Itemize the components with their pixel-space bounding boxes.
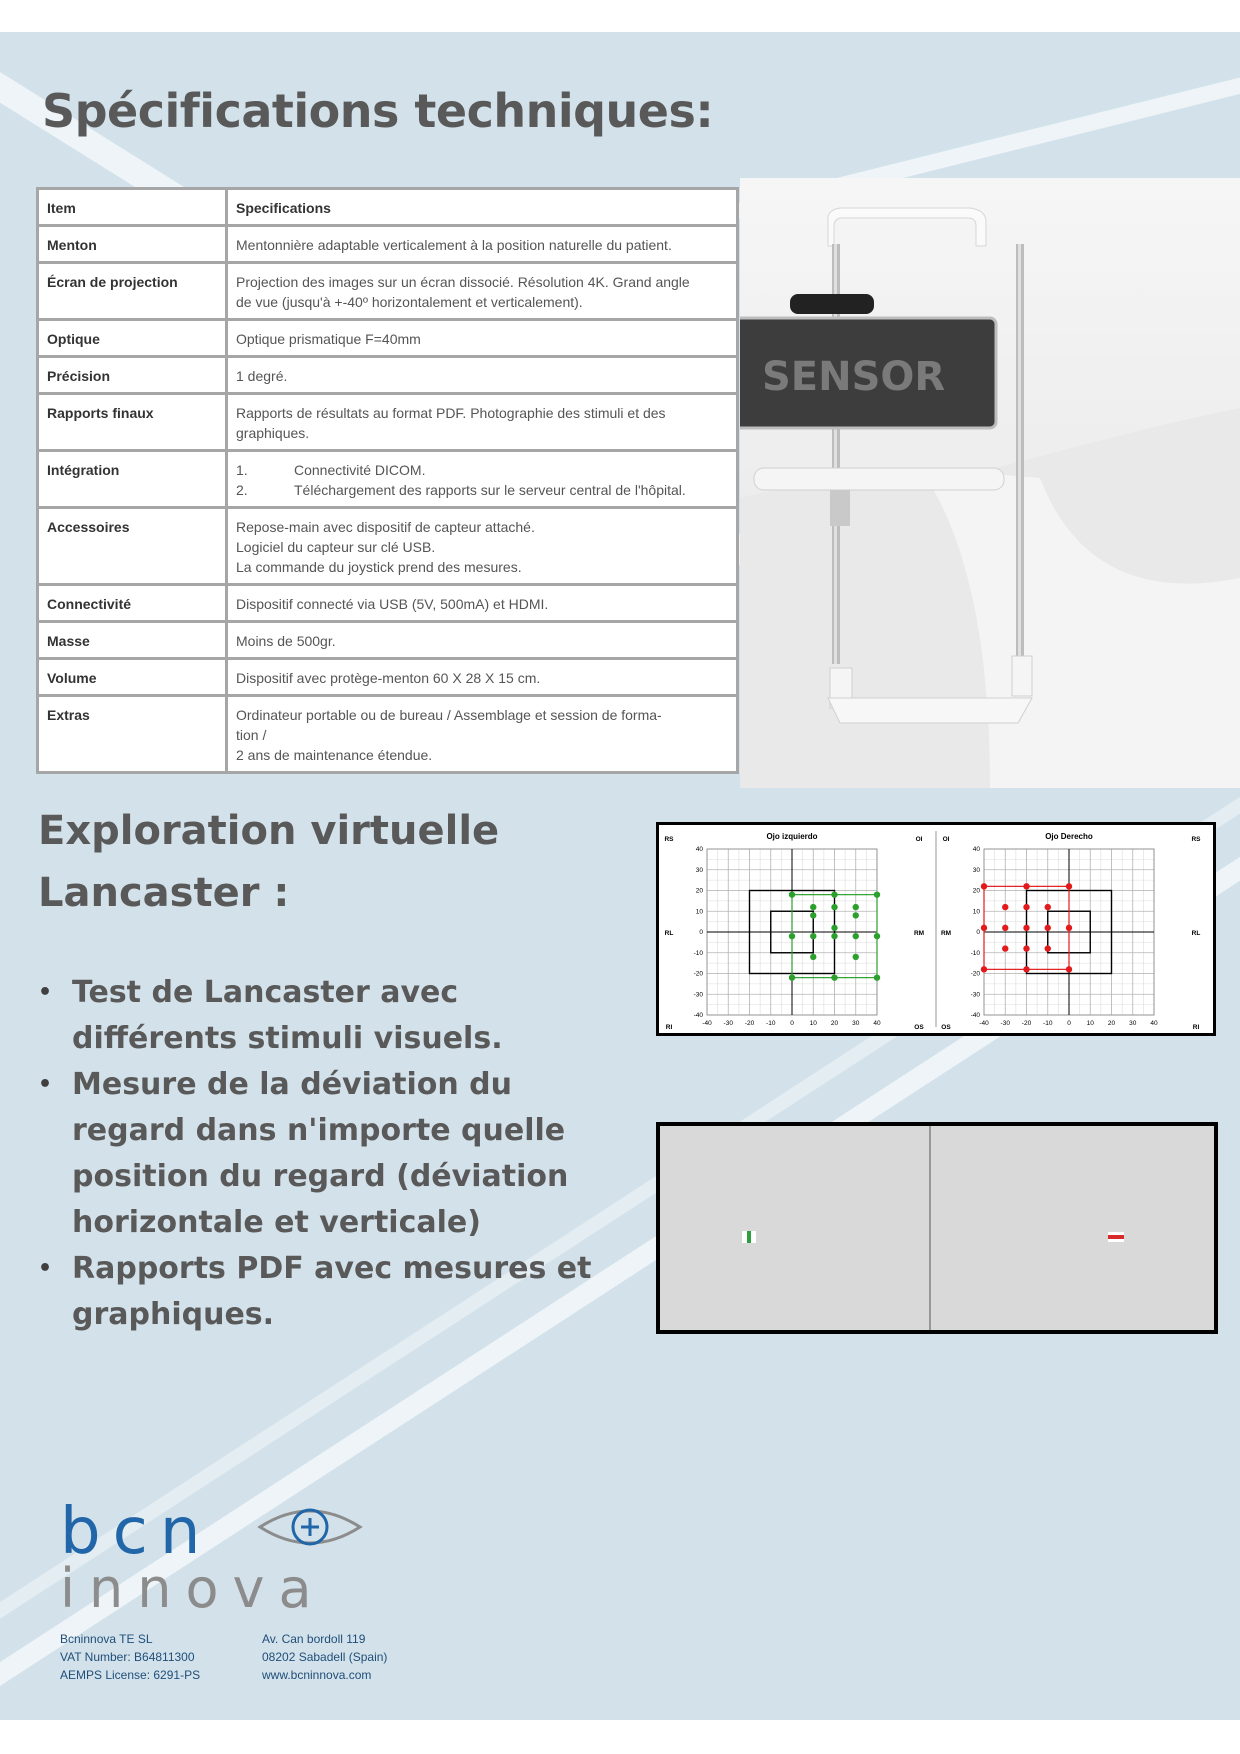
bullet-icon: • <box>38 1256 53 1281</box>
x-tick-label: -40 <box>702 1020 712 1027</box>
bullet-icon: • <box>38 980 53 1005</box>
x-tick-label: 20 <box>830 1020 839 1027</box>
y-tick-label: -20 <box>693 970 703 978</box>
x-tick-label: -20 <box>1021 1020 1032 1027</box>
corner-label: OS <box>941 1024 951 1031</box>
spec-header-cell: Item <box>38 189 227 226</box>
left-stimulus <box>742 1231 756 1243</box>
spec-header-cell: Specifications <box>227 189 738 226</box>
spec-row <box>38 696 738 773</box>
feature-item: • Mesure de la déviation du regard dans n'importe quelle position du regard (déviation horizontale et verticale) <box>38 1062 628 1246</box>
data-point <box>853 904 859 910</box>
data-point <box>981 883 987 889</box>
spec-item: Précision <box>38 357 227 394</box>
data-point <box>874 891 880 897</box>
data-point <box>853 912 859 918</box>
feature-item: • Test de Lancaster avec différents stimuli visuels. <box>38 970 628 1062</box>
spec-row <box>38 622 738 659</box>
spec-value <box>227 659 738 696</box>
data-point <box>831 933 837 939</box>
data-point <box>874 933 880 939</box>
x-tick-label: 10 <box>809 1020 817 1027</box>
footer-company: Bcninnova TE SL VAT Number: B64811300 AEMPS License: 6291-PS <box>60 1632 201 1682</box>
spec-row <box>38 659 738 696</box>
brand-logo <box>60 1495 400 1615</box>
y-tick-label: -40 <box>970 1012 980 1019</box>
y-tick-label: 0 <box>699 929 703 936</box>
spec-value-line: 1 degré. <box>236 368 288 384</box>
data-point <box>1066 925 1072 931</box>
y-tick-label: 20 <box>695 887 703 895</box>
data-point <box>1045 925 1051 931</box>
data-point <box>1023 945 1029 951</box>
data-point <box>810 912 816 918</box>
x-tick-label: 0 <box>1067 1020 1071 1027</box>
x-tick-label: 10 <box>1086 1020 1094 1027</box>
spec-row <box>38 508 738 585</box>
spec-row <box>38 320 738 357</box>
website-link[interactable]: www.bcninnova.com <box>262 1668 372 1682</box>
corner-label: OI <box>942 836 950 843</box>
data-point <box>853 933 859 939</box>
data-point <box>874 974 880 980</box>
spec-value <box>227 226 738 263</box>
bullet-icon: • <box>38 1072 53 1097</box>
section-title-line: Exploration virtuelle <box>38 808 500 854</box>
spec-number: 1. <box>236 462 248 478</box>
data-point <box>789 974 795 980</box>
spec-value <box>227 585 738 622</box>
x-tick-label: -30 <box>723 1020 733 1027</box>
data-point <box>1066 966 1072 972</box>
chart-title: Ojo Derecho <box>1045 832 1093 841</box>
data-point <box>1002 904 1008 910</box>
data-point <box>1002 945 1008 951</box>
y-tick-label: -20 <box>970 970 980 978</box>
feature-item: • Rapports PDF avec mesures et graphiques. <box>38 1246 628 1338</box>
spec-item: Menton <box>38 226 227 263</box>
data-point <box>1023 966 1029 972</box>
x-tick-label: -30 <box>1000 1020 1010 1027</box>
x-tick-label: -10 <box>766 1020 776 1027</box>
spec-value-line: Dispositif connecté via USB (5V, 500mA) et HDMI. <box>236 596 549 612</box>
page-title: Spécifications techniques: <box>42 84 714 138</box>
spec-value-line: Optique prismatique F=40mm <box>236 331 421 347</box>
spec-value <box>227 394 738 451</box>
corner-label: RS <box>1191 836 1201 843</box>
spec-numbered-line <box>236 480 728 500</box>
spec-value <box>227 320 738 357</box>
spec-item: Accessoires <box>38 508 227 585</box>
y-tick-label: 30 <box>972 866 980 874</box>
stimuli-svg <box>660 1126 1214 1330</box>
spec-item: Volume <box>38 659 227 696</box>
data-point <box>831 904 837 910</box>
device-label: SENSOR <box>762 354 946 400</box>
device-illustration <box>740 178 1240 788</box>
data-point <box>831 974 837 980</box>
x-tick-label: 40 <box>873 1020 881 1027</box>
y-tick-label: 40 <box>695 846 703 853</box>
spec-item: Intégration <box>38 451 227 508</box>
data-point <box>789 933 795 939</box>
section-title <box>38 800 499 924</box>
corner-label: OS <box>914 1024 924 1031</box>
x-tick-label: 30 <box>1129 1020 1137 1027</box>
y-tick-label: 10 <box>695 908 703 916</box>
spec-value <box>227 508 738 585</box>
y-tick-label: -30 <box>693 991 703 999</box>
spec-item: Optique <box>38 320 227 357</box>
data-point <box>789 891 795 897</box>
x-tick-label: 0 <box>790 1020 794 1027</box>
y-tick-label: -40 <box>693 1012 703 1019</box>
spec-number: 2. <box>236 482 248 498</box>
corner-label: RI <box>1192 1024 1200 1031</box>
spec-value-line: graphiques. <box>236 425 310 441</box>
section-title-line: Lancaster : <box>38 870 290 916</box>
spec-value-line: tion / <box>236 727 267 743</box>
spec-table <box>36 187 739 774</box>
spec-value-line: Rapports de résultats au format PDF. Photographie des stimuli et des <box>236 405 666 421</box>
corner-label: RS <box>664 836 674 843</box>
data-point <box>1023 904 1029 910</box>
data-point <box>853 954 859 960</box>
corner-label: RM <box>913 930 925 937</box>
spec-value-line: Ordinateur portable ou de bureau / Assemblage et session de forma- <box>236 707 662 723</box>
spec-row <box>38 357 738 394</box>
spec-value <box>227 622 738 659</box>
y-tick-label: -10 <box>970 949 980 957</box>
spec-numbered-text: Téléchargement des rapports sur le serveur central de l'hôpital. <box>294 482 686 498</box>
lancaster-charts <box>656 822 1216 1036</box>
spec-row <box>38 263 738 320</box>
x-tick-label: 40 <box>1150 1020 1158 1027</box>
y-tick-label: 10 <box>972 908 980 916</box>
spec-item: Écran de projection <box>38 263 227 320</box>
x-tick-label: -10 <box>1043 1020 1053 1027</box>
data-point <box>1045 904 1051 910</box>
spec-numbered-line <box>236 460 728 480</box>
chart-title: Ojo izquierdo <box>766 832 818 841</box>
data-point <box>981 966 987 972</box>
spec-value-line: Moins de 500gr. <box>236 633 336 649</box>
spec-numbered-text: Connectivité DICOM. <box>294 462 426 478</box>
data-point <box>810 933 816 939</box>
y-tick-label: 0 <box>976 929 980 936</box>
data-point <box>1023 883 1029 889</box>
x-tick-label: 20 <box>1107 1020 1116 1027</box>
logo-innova: innova <box>60 1557 326 1615</box>
spec-value-line: Projection des images sur un écran dissocié. Résolution 4K. Grand angle <box>236 274 690 290</box>
footer-address: Av. Can bordoll 119 08202 Sabadell (Spain) www.bcninnova.com <box>262 1630 482 1684</box>
spec-value-line: Repose-main avec dispositif de capteur attaché. <box>236 519 535 535</box>
eye-plus-icon <box>260 1510 360 1544</box>
stimuli-screen <box>656 1122 1218 1334</box>
corner-label: RM <box>940 930 952 937</box>
spec-row <box>38 451 738 508</box>
data-point <box>1002 925 1008 931</box>
spec-value-line: La commande du joystick prend des mesures. <box>236 559 522 575</box>
spec-value-line: Logiciel du capteur sur clé USB. <box>236 539 436 555</box>
corner-label: RL <box>1191 930 1201 937</box>
y-tick-label: -30 <box>970 991 980 999</box>
spec-value-line: Dispositif avec protège-menton 60 X 28 X 15 cm. <box>236 670 541 686</box>
spec-value <box>227 696 738 773</box>
lancaster-charts-svg <box>659 825 1213 1033</box>
spec-value <box>227 357 738 394</box>
y-tick-label: 40 <box>972 846 980 853</box>
spec-value <box>227 263 738 320</box>
spec-row <box>38 394 738 451</box>
data-point <box>981 925 987 931</box>
corner-label: RL <box>664 930 674 937</box>
spec-value <box>227 451 738 508</box>
data-point <box>831 925 837 931</box>
spec-value-line: 2 ans de maintenance étendue. <box>236 747 433 763</box>
spec-item: Masse <box>38 622 227 659</box>
y-tick-label: 30 <box>695 866 703 874</box>
spec-row <box>38 585 738 622</box>
right-stimulus <box>1108 1232 1124 1242</box>
data-point <box>1023 925 1029 931</box>
spec-value-line: de vue (jusqu'à +-40º horizontalement et verticalement). <box>236 294 583 310</box>
corner-label: OI <box>915 836 923 843</box>
data-point <box>810 954 816 960</box>
x-tick-label: -40 <box>979 1020 989 1027</box>
data-point <box>1066 883 1072 889</box>
spec-item: Connectivité <box>38 585 227 622</box>
spec-table-header <box>38 189 738 226</box>
data-point <box>1045 945 1051 951</box>
spec-item: Extras <box>38 696 227 773</box>
corner-label: RI <box>665 1024 673 1031</box>
y-tick-label: -10 <box>693 949 703 957</box>
x-tick-label: 30 <box>852 1020 860 1027</box>
spec-item: Rapports finaux <box>38 394 227 451</box>
data-point <box>810 904 816 910</box>
spec-row <box>38 226 738 263</box>
logo-bcn: bcn <box>60 1495 213 1569</box>
device-image <box>740 178 1240 788</box>
spec-value-line: Mentonnière adaptable verticalement à la position naturelle du patient. <box>236 237 672 253</box>
data-point <box>831 891 837 897</box>
x-tick-label: -20 <box>744 1020 755 1027</box>
y-tick-label: 20 <box>972 887 980 895</box>
feature-list <box>38 970 628 1338</box>
